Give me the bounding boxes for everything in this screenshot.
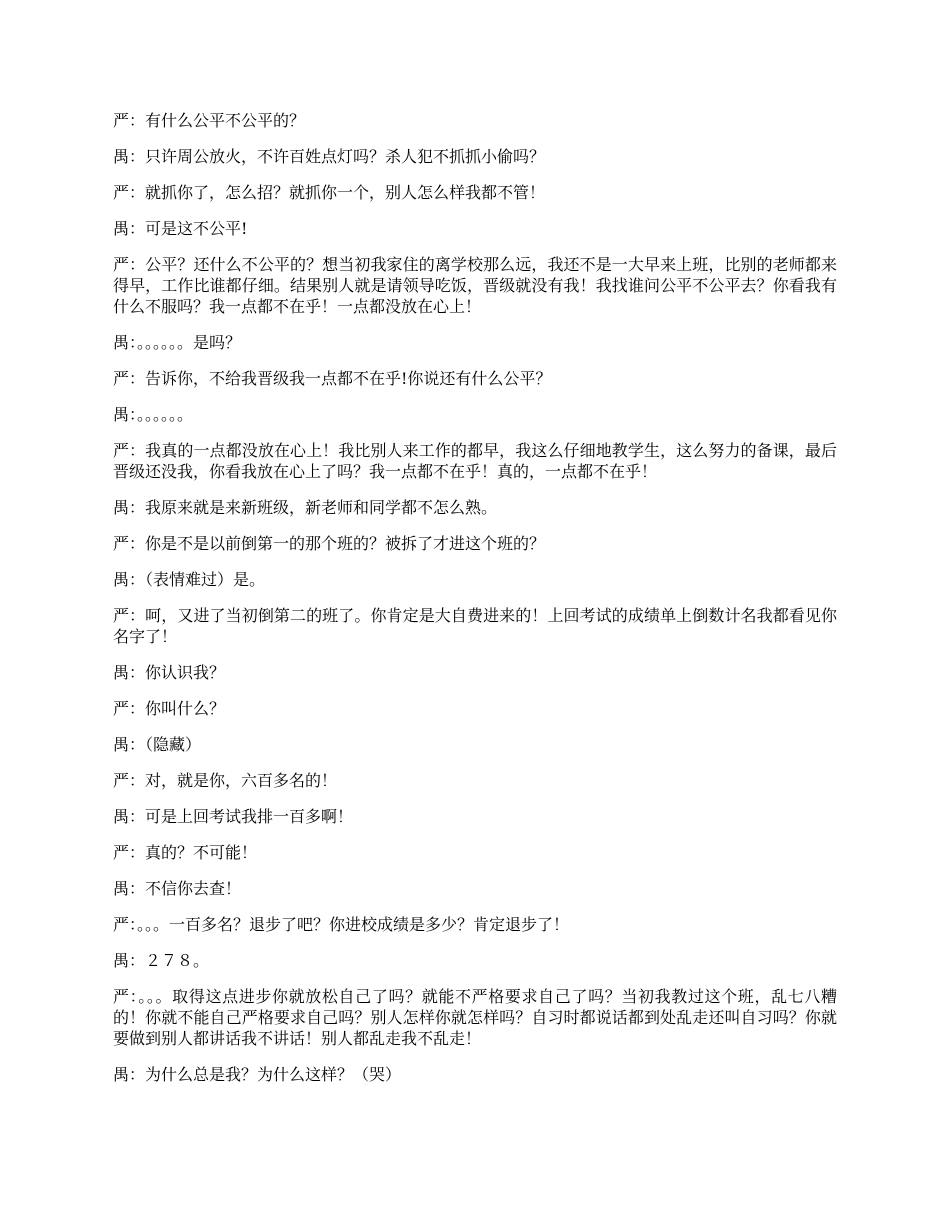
dialogue-line: 禺：可是上回考试我排一百多啊！ [113,807,354,826]
dialogue-line: 严：。。。一百多名？退步了吧？你进校成绩是多少？肯定退步了！ [113,915,570,934]
document-body [113,110,837,1100]
dialogue-line: 禺：只许周公放火，不许百姓点灯吗？杀人犯不抓抓小偷吗？ [113,147,546,166]
dialogue-line: 严：你叫什么？ [113,699,226,718]
dialogue-line: 严：。。。取得这点进步你就放松自己了吗？就能不严格要求自己了吗？当初我教过这个班，乱七八糟的！你就不能自己严格要求自己吗？别人怎样你就怎样吗？自习时都说话都到处乱走还叫自习吗？你就要做到别人都讲话我不讲话！别人都乱走我不乱走！ [113,987,837,1048]
dialogue-line: 严：对，就是你，六百多名的！ [113,771,338,790]
dialogue-line: 严：真的？不可能！ [113,843,258,862]
dialogue-line: 严：呵，又进了当初倒第二的班了。你肯定是大自费进来的！上回考试的成绩单上倒数计名我都看见你名字了！ [113,606,837,646]
dialogue-line: 禺：（表情难过）是。 [113,570,266,589]
dialogue-line: 严：我真的一点都没放在心上！我比别人来工作的都早，我这么仔细地教学生，这么努力的备课，最后晋级还没我，你看我放在心上了吗？我一点都不在乎！真的，一点都不在乎！ [113,441,837,481]
dialogue-line: 禺：。。。。。。是吗？ [113,333,242,352]
dialogue-line: 严：你是不是以前倒第一的那个班的？被拆了才进这个班的？ [113,534,546,553]
dialogue-line: 严：公平？还什么不公平的？想当初我家住的离学校那么远，我还不是一大早来上班，比别的老师都来得早，工作比谁都仔细。结果别人就是请领导吃饭，晋级就没有我！我找谁问公平不公平去？你看我有什么不服吗？我一点都不在乎！一点都没放在心上！ [113,255,837,316]
dialogue-line: 禺：不信你去查！ [113,879,242,898]
dialogue-line: 严：就抓你了，怎么招？就抓你一个，别人怎么样我都不管！ [113,183,546,202]
dialogue-line: 禺：我原来就是来新班级，新老师和同学都不怎么熟。 [113,498,498,517]
dialogue-line: 严：告诉你，不给我晋级我一点都不在乎!你说还有什么公平？ [113,369,552,388]
dialogue-line: 禺：（隐藏） [113,735,202,754]
dialogue-line: 严：有什么公平不公平的？ [113,111,306,130]
dialogue-line: 禺：可是这不公平! [113,219,248,238]
dialogue-line: 禺：２７８。 [113,951,210,970]
dialogue-line: 禺：你认识我？ [113,663,226,682]
dialogue-line: 禺：。。。。。。 [113,405,194,424]
dialogue-line: 禺：为什么总是我？为什么这样？（哭） [113,1065,402,1084]
